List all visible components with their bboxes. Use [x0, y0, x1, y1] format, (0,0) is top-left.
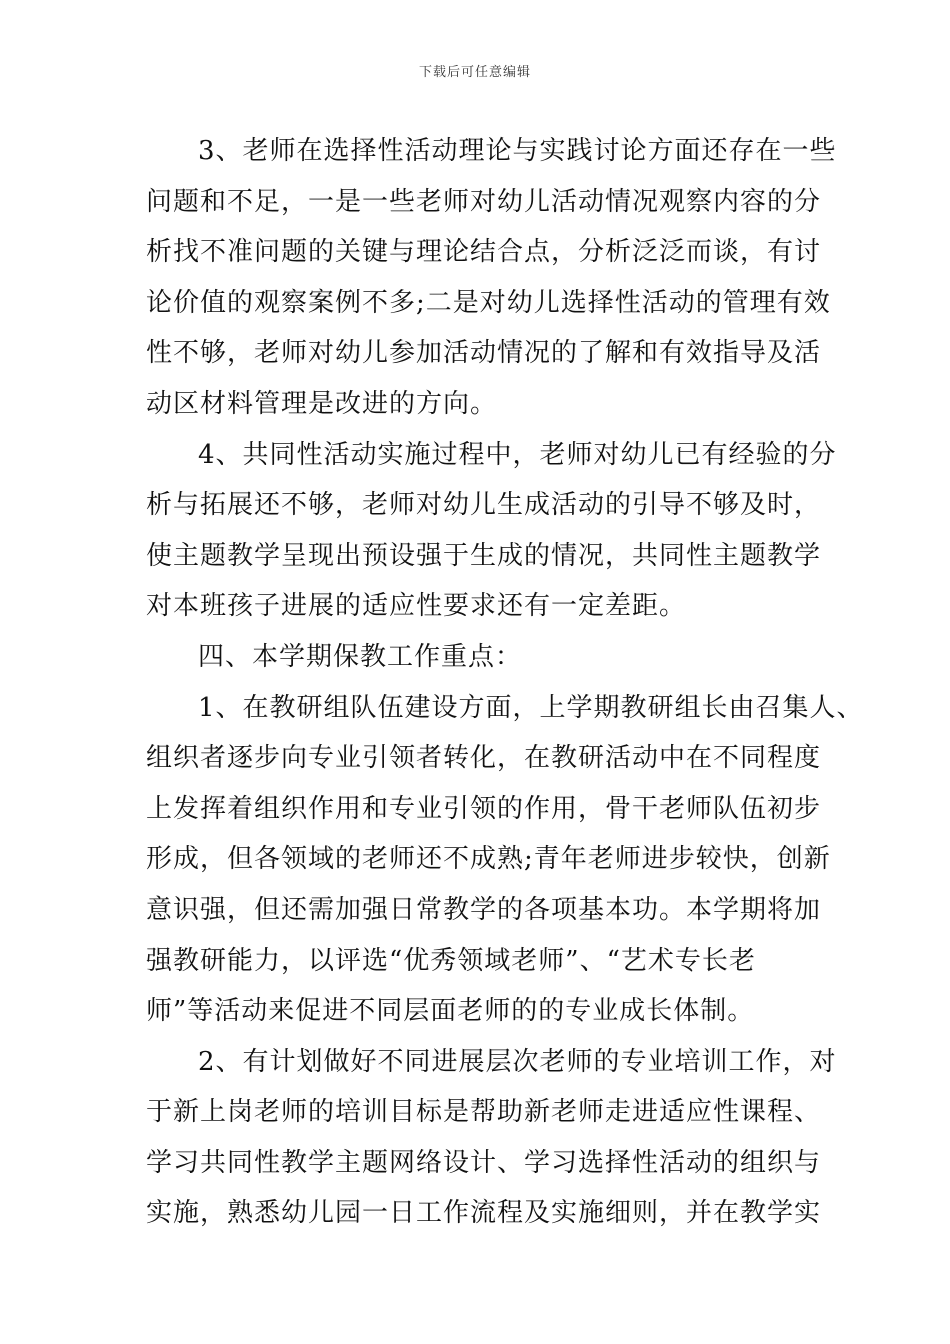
text-line: 形成，但各领域的老师还不成熟;青年老师进步较快，创新	[146, 844, 831, 875]
page-header: 下载后可任意编辑	[418, 65, 531, 80]
text-line: 师”等活动来促进不同层面老师的的专业成长体制。	[146, 996, 755, 1027]
text-line: 上发挥着组织作用和专业引领的作用，骨干老师队伍初步	[146, 793, 822, 824]
text-line: 学习共同性教学主题网络设计、学习选择性活动的组织与	[146, 1147, 822, 1178]
text-line: 强教研能力，以评选“优秀领域老师”、“艺术专长老	[146, 945, 756, 976]
text-line: 问题和不足，一是一些老师对幼儿活动情况观察内容的分	[146, 186, 822, 217]
text-line: 4、共同性活动实施过程中，老师对幼儿已有经验的分	[198, 439, 837, 470]
text-line: 性不够，老师对幼儿参加活动情况的了解和有效指导及活	[146, 338, 822, 369]
text-line: 使主题教学呈现出预设强于生成的情况，共同性主题教学	[146, 540, 822, 571]
text-line: 于新上岗老师的培训目标是帮助新老师走进适应性课程、	[146, 1097, 822, 1128]
text-line: 意识强，但还需加强日常教学的各项基本功。本学期将加	[146, 894, 822, 925]
text-line: 论价值的观察案例不多;二是对幼儿选择性活动的管理有效	[146, 287, 831, 318]
text-line: 析找不准问题的关键与理论结合点，分析泛泛而谈，有讨	[146, 237, 822, 268]
text-line: 1、在教研组队伍建设方面，上学期教研组长由召集人、	[198, 692, 864, 723]
document-body	[146, 126, 864, 1239]
text-line: 3、老师在选择性活动理论与实践讨论方面还存在一些	[198, 136, 837, 166]
text-line: 2、有计划做好不同进展层次老师的专业培训工作，对	[198, 1046, 837, 1077]
text-line: 析与拓展还不够，老师对幼儿生成活动的引导不够及时，	[146, 490, 822, 521]
text-line: 组织者逐步向专业引领者转化，在教研活动中在不同程度	[146, 743, 822, 774]
text-line: 动区材料管理是改进的方向。	[146, 388, 498, 419]
section-heading: 四、本学期保教工作重点：	[198, 641, 523, 672]
text-line: 对本班孩子进展的适应性要求还有一定差距。	[146, 591, 687, 622]
text-line: 实施，熟悉幼儿园一日工作流程及实施细则，并在教学实	[146, 1198, 822, 1229]
